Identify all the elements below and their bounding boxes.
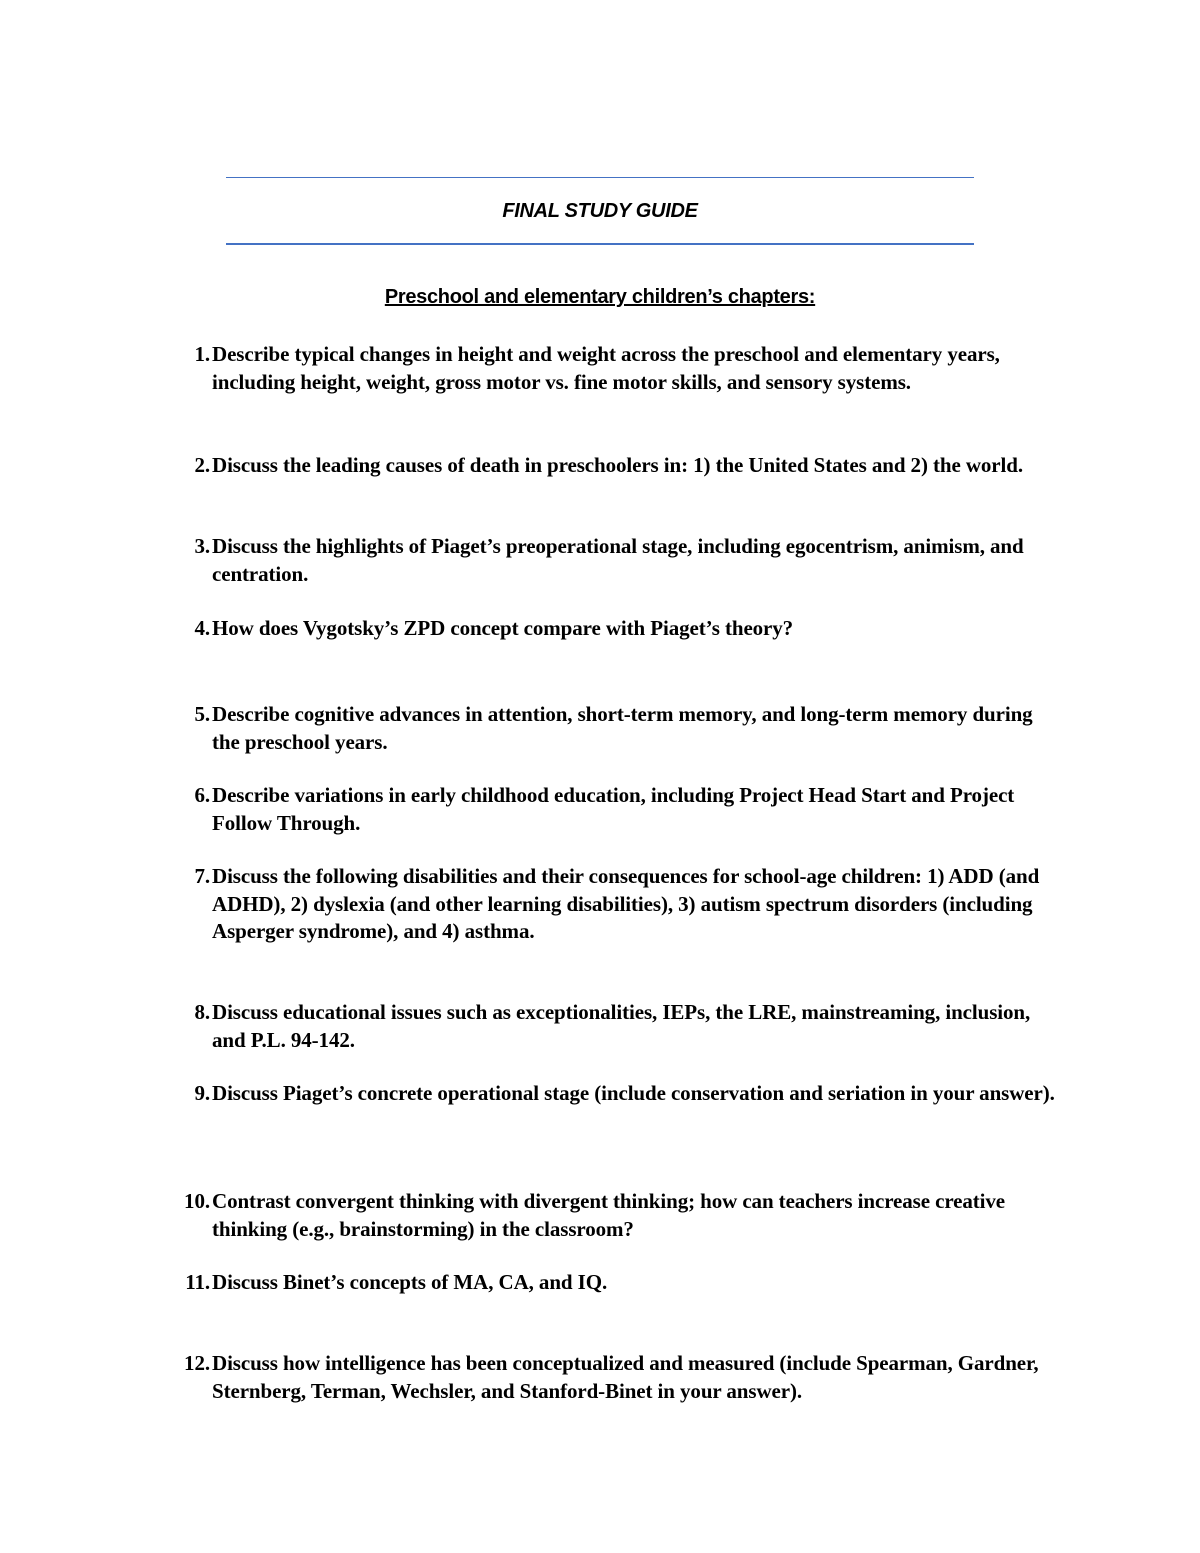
item-text: Discuss the highlights of Piaget’s preoperational stage, including egocentrism, animism, and centration. bbox=[212, 534, 1024, 586]
item-number: 11. bbox=[185, 1270, 210, 1294]
item-text: Discuss how intelligence has been conceptualized and measured (include Spearman, Gardner, Sternberg, Terman, Wechsler, and Stanford-Binet in your answer). bbox=[212, 1351, 1039, 1403]
item-text: Discuss the following disabilities and their consequences for school-age children: 1) ADD (and ADHD), 2) dyslexia (and other learning disabilities), 3) autism spectrum disorders (including Asperger syndrome), and 4) asthma. bbox=[212, 864, 1040, 943]
item-number: 7. bbox=[194, 864, 210, 888]
item-number: 5. bbox=[194, 702, 210, 726]
list-item bbox=[160, 533, 1060, 588]
item-text: How does Vygotsky’s ZPD concept compare with Piaget’s theory? bbox=[212, 616, 794, 640]
list-item bbox=[160, 1350, 1060, 1405]
list-item bbox=[160, 452, 1060, 480]
title-bottom-rule bbox=[226, 243, 974, 245]
item-number: 6. bbox=[194, 783, 210, 807]
item-number: 1. bbox=[194, 342, 210, 366]
item-text: Discuss educational issues such as exceptionalities, IEPs, the LRE, mainstreaming, inclusion, and P.L. 94-142. bbox=[212, 1000, 1031, 1052]
list-item bbox=[160, 999, 1060, 1054]
item-text: Describe variations in early childhood education, including Project Head Start and Project Follow Through. bbox=[212, 783, 1015, 835]
list-item bbox=[160, 1188, 1060, 1243]
item-number: 9. bbox=[194, 1081, 210, 1105]
list-item bbox=[160, 1080, 1060, 1108]
list-item bbox=[160, 782, 1060, 837]
list-item bbox=[160, 341, 1060, 396]
section-heading: Preschool and elementary children’s chapters: bbox=[384, 286, 816, 308]
item-number: 10. bbox=[184, 1189, 210, 1213]
list-item bbox=[160, 701, 1060, 756]
title-top-rule bbox=[226, 177, 974, 178]
item-text: Discuss Piaget’s concrete operational stage (include conservation and seriation in your answer). bbox=[212, 1081, 1055, 1105]
item-number: 3. bbox=[194, 534, 210, 558]
item-number: 2. bbox=[194, 453, 210, 477]
list-item bbox=[160, 863, 1060, 946]
list-item bbox=[160, 615, 1060, 643]
item-number: 4. bbox=[194, 616, 210, 640]
item-text: Describe typical changes in height and weight across the preschool and elementary years, including height, weight, gross motor vs. fine motor skills, and sensory systems. bbox=[212, 342, 1000, 394]
item-text: Describe cognitive advances in attention, short-term memory, and long-term memory during the preschool years. bbox=[212, 702, 1033, 754]
item-text: Discuss Binet’s concepts of MA, CA, and IQ. bbox=[212, 1270, 608, 1294]
item-number: 8. bbox=[194, 1000, 210, 1024]
document-title: FINAL STUDY GUIDE bbox=[502, 200, 698, 222]
item-text: Contrast convergent thinking with divergent thinking; how can teachers increase creative thinking (e.g., brainstorming) in the classroom? bbox=[212, 1189, 1006, 1241]
item-text: Discuss the leading causes of death in preschoolers in: 1) the United States and 2) the world. bbox=[212, 453, 1023, 477]
list-item bbox=[160, 1269, 1060, 1297]
item-number: 12. bbox=[184, 1351, 210, 1375]
